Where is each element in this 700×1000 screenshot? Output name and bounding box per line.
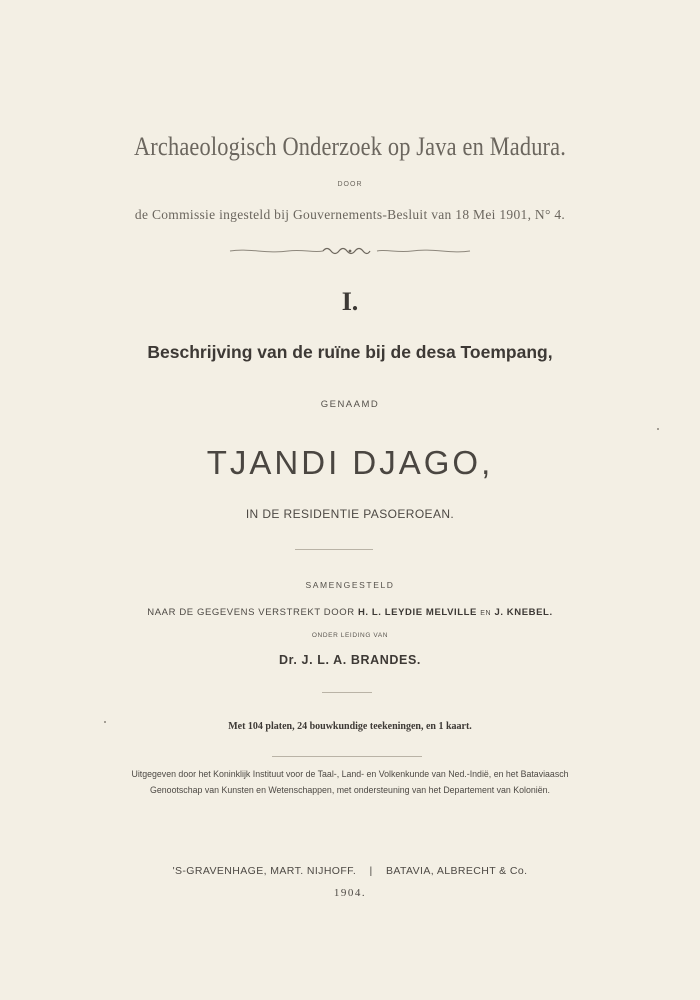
divider-rule bbox=[295, 549, 373, 550]
imprint-separator: | bbox=[369, 865, 373, 877]
imprint bbox=[0, 865, 700, 877]
author-melville: H. L. LEYDIE MELVILLE bbox=[357, 607, 477, 618]
data-credit-line bbox=[0, 607, 700, 618]
genaamd-label: GENAAMD bbox=[320, 399, 380, 410]
decorative-ornament-icon bbox=[228, 244, 472, 258]
volume-number: I. bbox=[341, 287, 359, 316]
commission-text: de Commissie ingesteld bij Gouvernements-Besluit van 18 Mei 1901, N° 4. bbox=[134, 207, 566, 222]
publisher-note-line-2: Genootschap van Kunsten en Wetenschappen, met ondersteuning van het Departement van Koloniën. bbox=[150, 785, 550, 795]
publication-year: 1904. bbox=[333, 887, 367, 899]
divider-rule-short bbox=[322, 692, 372, 693]
door-label: DOOR bbox=[337, 181, 363, 188]
publisher-note-line-1: Uitgegeven door het Koninklijk Instituut voor de Taal-, Land- en Volkenkunde van Ned.-Indië, en het Bataviaasch bbox=[131, 769, 569, 779]
plates-info: Met 104 platen, 24 bouwkundige teekeningen, en 1 kaart. bbox=[228, 721, 472, 732]
series-title: Archaeologisch Onderzoek op Java en Madura. bbox=[133, 132, 567, 161]
data-credit-prefix: NAAR DE GEGEVENS VERSTREKT DOOR bbox=[147, 607, 355, 618]
divider-rule-long bbox=[272, 756, 422, 757]
editor-name: Dr. J. L. A. BRANDES. bbox=[278, 653, 422, 667]
paper-speck bbox=[657, 428, 659, 430]
subtitle: Beschrijving van de ruïne bij de desa Toempang, bbox=[147, 342, 553, 362]
leiding-label: ONDER LEIDING VAN bbox=[311, 632, 389, 639]
imprint-batavia: BATAVIA, ALBRECHT & Co. bbox=[385, 865, 528, 877]
author-knebel: J. KNEBEL. bbox=[494, 607, 553, 618]
residency-text: IN DE RESIDENTIE PASOEROEAN. bbox=[245, 507, 455, 521]
main-title: TJANDI DJAGO, bbox=[206, 444, 494, 481]
conjunction-en: EN bbox=[480, 610, 492, 617]
samengesteld-label: SAMENGESTELD bbox=[305, 580, 395, 590]
publisher-note bbox=[0, 766, 700, 798]
imprint-den-haag: 'S-GRAVENHAGE, MART. NIJHOFF. bbox=[172, 865, 357, 877]
